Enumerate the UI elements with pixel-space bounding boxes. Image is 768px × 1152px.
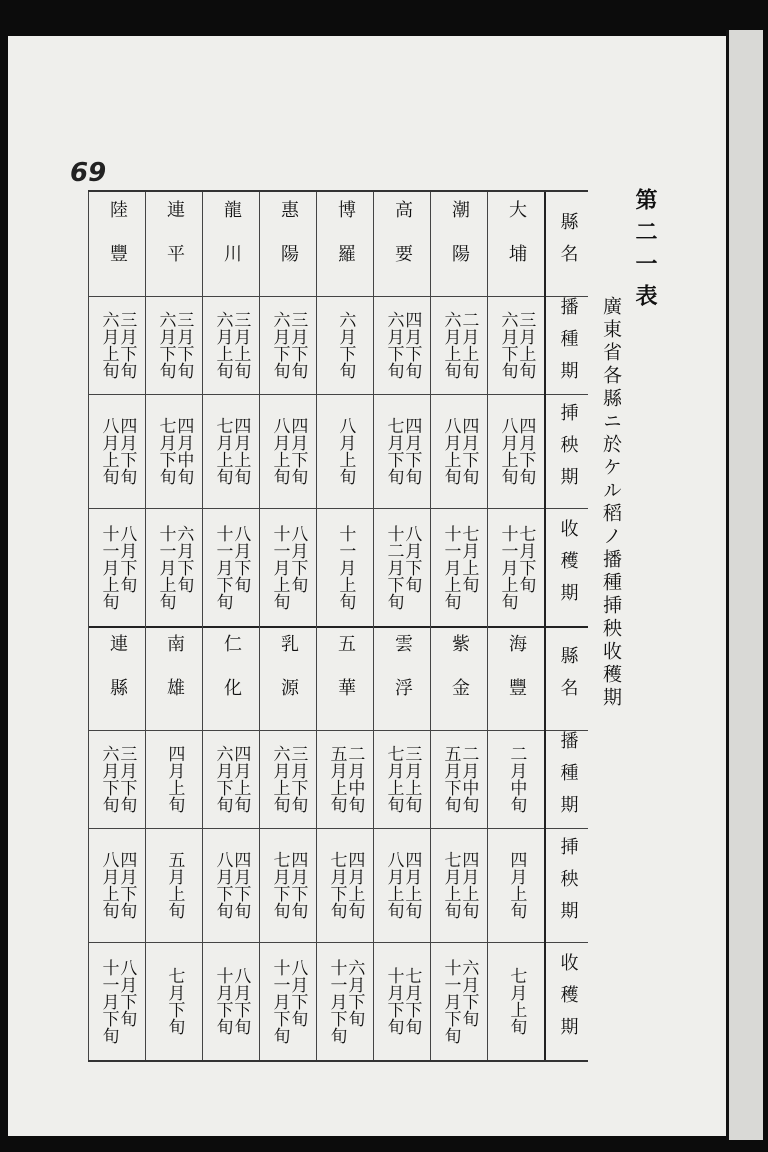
date-cell [373,394,430,508]
county-name [316,192,373,296]
date-cell [316,828,373,942]
date-cell [145,828,202,942]
table-number: 第二一表 [632,188,658,316]
period-text: 四月中旬 七月下旬 [155,417,194,485]
county-name [202,626,259,730]
date-cell [430,730,487,828]
period-text: 六月下旬 [335,311,356,379]
date-cell [487,942,544,1060]
date-cell [88,730,145,828]
county-name [259,626,316,730]
date-cell [430,394,487,508]
period-text: 八月上旬 [335,417,356,485]
date-cell [259,394,316,508]
county-label: 陸豐 [106,200,128,288]
period-text: 二月中旬 五月下旬 [440,745,479,813]
date-cell [259,942,316,1060]
period-text: 二月上旬 六月上旬 [440,311,479,379]
date-cell [202,508,259,626]
date-cell [430,942,487,1060]
date-cell [316,942,373,1060]
rice-schedule-table [88,190,588,1062]
period-text: 六月下旬 十一月下旬 [440,958,479,1044]
date-cell [202,730,259,828]
column-header: 播種期 [557,297,579,393]
date-cell [202,296,259,394]
county-label: 仁化 [220,634,242,722]
county-name [259,192,316,296]
county-label: 雲浮 [391,634,413,722]
period-text: 七月下旬 十月下旬 [383,967,422,1035]
period-text: 八月下旬 十月下旬 [212,967,251,1035]
period-text: 七月上旬 十一月上旬 [440,524,479,610]
date-cell [88,508,145,626]
county-label: 博羅 [334,200,356,288]
period-text: 四月下旬 八月上旬 [98,417,137,485]
county-name [487,192,544,296]
date-cell [259,828,316,942]
date-cell [316,394,373,508]
date-cell [145,730,202,828]
county-label: 高要 [391,200,413,288]
county-label: 惠陽 [277,200,299,288]
period-text: 八月下旬 十一月上旬 [98,524,137,610]
date-cell [430,828,487,942]
column-header: 收穫期 [557,953,579,1049]
period-text: 三月上旬 七月上旬 [383,745,422,813]
county-name [373,626,430,730]
period-text: 四月上旬 七月上旬 [440,851,479,919]
date-cell [373,828,430,942]
date-cell [202,942,259,1060]
date-cell [145,508,202,626]
date-cell [88,942,145,1060]
period-text: 三月下旬 六月下旬 [98,745,137,813]
column-header: 播種期 [557,731,579,827]
date-cell [373,942,430,1060]
period-text: 四月下旬 六月下旬 [383,311,422,379]
county-name [202,192,259,296]
period-text: 四月下旬 八月上旬 [98,851,137,919]
table-title: 廣東省各縣ニ於ケル稻ノ播種挿秧收穫期 [600,296,622,710]
period-text: 四月上旬 [506,851,527,919]
column-header: 收穫期 [557,519,579,615]
date-cell [202,394,259,508]
date-cell [88,394,145,508]
period-text: 三月下旬 六月下旬 [269,311,308,379]
period-text: 六月下旬 十一月上旬 [155,524,194,610]
period-text: 四月下旬 八月上旬 [440,417,479,485]
period-text: 八月下旬 十一月上旬 [269,524,308,610]
period-text: 八月下旬 十一月下旬 [98,958,137,1044]
date-cell [487,730,544,828]
book-edge [726,30,763,1140]
date-cell [487,296,544,394]
county-label: 連縣 [106,634,128,722]
date-cell [487,508,544,626]
column-header: 縣名 [557,646,579,710]
county-name [145,192,202,296]
date-cell [259,508,316,626]
county-name [145,626,202,730]
date-cell [487,828,544,942]
period-text: 八月下旬 十一月下旬 [269,958,308,1044]
page-number: 69 [70,158,107,188]
period-text: 三月下旬 六月下旬 [155,311,194,379]
date-cell [316,508,373,626]
date-cell [259,296,316,394]
period-text: 六月下旬 十一月下旬 [326,958,365,1044]
period-text: 七月下旬 十一月上旬 [497,524,536,610]
county-label: 大埔 [505,200,527,288]
county-label: 連平 [163,200,185,288]
county-label: 紫金 [448,634,470,722]
county-label: 龍川 [220,200,242,288]
period-text: 四月上旬 [164,745,185,813]
county-label: 五華 [334,634,356,722]
period-text: 四月下旬 八月下旬 [212,851,251,919]
county-name [88,626,145,730]
period-text: 三月下旬 六月上旬 [98,311,137,379]
date-cell [88,828,145,942]
date-cell [316,296,373,394]
date-cell [145,394,202,508]
period-text: 四月下旬 八月上旬 [497,417,536,485]
period-text: 三月上旬 六月下旬 [497,311,536,379]
county-label: 南雄 [163,634,185,722]
county-label: 乳源 [277,634,299,722]
date-cell [373,296,430,394]
period-text: 八月下旬 十一月下旬 [212,524,251,610]
county-name [430,192,487,296]
column-header: 挿秧期 [557,403,579,499]
period-text: 二月中旬 [506,745,527,813]
period-text: 四月上旬 七月上旬 [212,417,251,485]
period-text: 三月下旬 六月上旬 [269,745,308,813]
date-cell [430,508,487,626]
period-text: 四月上旬 六月下旬 [212,745,251,813]
county-name [316,626,373,730]
county-name [430,626,487,730]
period-text: 三月上旬 六月上旬 [212,311,251,379]
county-label: 海豐 [505,634,527,722]
column-header: 縣名 [557,212,579,276]
period-text: 四月下旬 八月上旬 [269,417,308,485]
column-header: 挿秧期 [557,837,579,933]
date-cell [373,730,430,828]
date-cell [145,296,202,394]
period-text: 四月上旬 八月上旬 [383,851,422,919]
date-cell [145,942,202,1060]
period-text: 十一月上旬 [335,524,356,610]
period-text: 五月上旬 [164,851,185,919]
date-cell [202,828,259,942]
period-text: 八月下旬 十二月下旬 [383,524,422,610]
date-cell [316,730,373,828]
date-cell [88,296,145,394]
period-text: 四月上旬 七月下旬 [326,851,365,919]
period-text: 七月下旬 [164,967,185,1035]
period-text: 四月下旬 七月下旬 [383,417,422,485]
county-name [88,192,145,296]
county-name [487,626,544,730]
county-name [373,192,430,296]
county-label: 潮陽 [448,200,470,288]
date-cell [430,296,487,394]
date-cell [373,508,430,626]
date-cell [487,394,544,508]
period-text: 二月中旬 五月上旬 [326,745,365,813]
period-text: 四月下旬 七月下旬 [269,851,308,919]
period-text: 七月上旬 [506,967,527,1035]
date-cell [259,730,316,828]
